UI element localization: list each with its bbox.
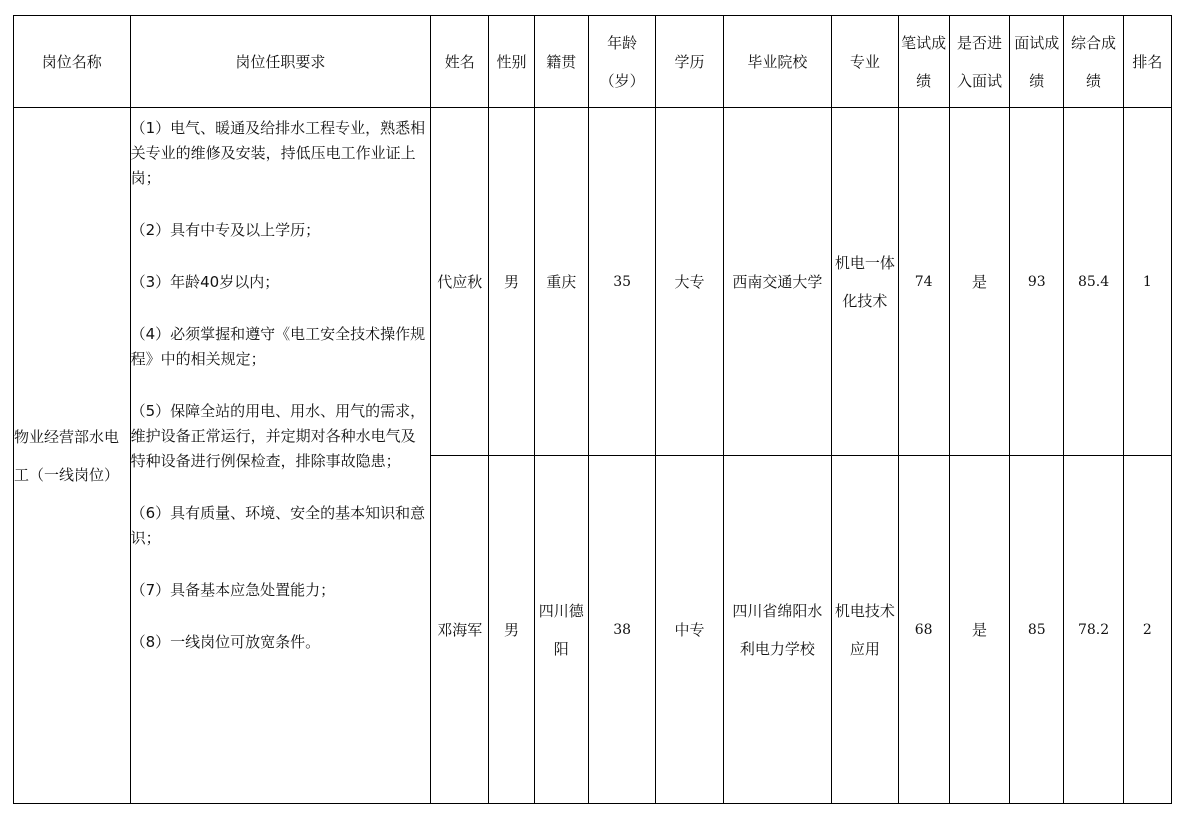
interview-entry: 是: [949, 456, 1009, 804]
header-cell: 毕业院校: [723, 16, 832, 108]
header-cell: 面试成绩: [1010, 16, 1064, 108]
job-requirements: [130, 108, 431, 804]
candidate-origin: 重庆: [534, 108, 588, 456]
candidate-school: 西南交通大学: [723, 108, 832, 456]
requirement-item: （6）具有质量、环境、安全的基本知识和意识；: [130, 504, 426, 547]
header-cell: 学历: [656, 16, 723, 108]
header-cell: 专业: [832, 16, 898, 108]
header-cell: 是否进入面试: [949, 16, 1009, 108]
total-score: 85.4: [1064, 108, 1123, 456]
header-cell: 排名: [1123, 16, 1171, 108]
candidate-major: 机电一体化技术: [832, 108, 898, 456]
header-row: [14, 16, 1172, 108]
candidate-age: 35: [588, 108, 655, 456]
position-name: 物业经营部水电工（一线岗位）: [14, 108, 131, 804]
candidate-name: 代应秋: [431, 108, 489, 456]
header-cell: 综合成绩: [1064, 16, 1123, 108]
requirement-item: （7）具备基本应急处置能力；: [130, 581, 336, 599]
requirement-item: （8）一线岗位可放宽条件。: [130, 633, 321, 651]
header-cell: 岗位任职要求: [130, 16, 431, 108]
rank: 1: [1123, 108, 1171, 456]
header-cell: 笔试成绩: [898, 16, 949, 108]
interview-entry: 是: [949, 108, 1009, 456]
candidate-age: 38: [588, 456, 655, 804]
written-score: 68: [898, 456, 949, 804]
candidate-gender: 男: [489, 456, 534, 804]
candidate-education: 中专: [656, 456, 723, 804]
requirement-item: （4）必须掌握和遵守《电工安全技术操作规程》中的相关规定；: [130, 325, 426, 368]
written-score: 74: [898, 108, 949, 456]
requirement-item: （3）年龄40岁以内；: [130, 273, 280, 291]
header-cell: 性别: [489, 16, 534, 108]
header-cell: 年龄（岁）: [588, 16, 655, 108]
candidate-origin: 四川德阳: [534, 456, 588, 804]
header-cell: 姓名: [431, 16, 489, 108]
candidate-name: 邓海军: [431, 456, 489, 804]
requirement-item: （1）电气、暖通及给排水工程专业，熟悉相关专业的维修及安装，持低压电工作业证上岗；: [130, 119, 426, 187]
candidate-gender: 男: [489, 108, 534, 456]
candidate-major: 机电技术应用: [832, 456, 898, 804]
table-row: [14, 108, 1172, 456]
header-cell: 籍贯: [534, 16, 588, 108]
header-cell: 岗位名称: [14, 16, 131, 108]
total-score: 78.2: [1064, 456, 1123, 804]
candidate-school: 四川省绵阳水利电力学校: [723, 456, 832, 804]
results-table: [13, 15, 1172, 804]
requirement-item: （5）保障全站的用电、用水、用气的需求，维护设备正常运行，并定期对各种水电气及特种设备进行例保检查，排除事故隐患；: [130, 402, 426, 470]
rank: 2: [1123, 456, 1171, 804]
interview-score: 85: [1010, 456, 1064, 804]
interview-score: 93: [1010, 108, 1064, 456]
requirement-item: （2）具有中专及以上学历；: [130, 221, 321, 239]
candidate-education: 大专: [656, 108, 723, 456]
